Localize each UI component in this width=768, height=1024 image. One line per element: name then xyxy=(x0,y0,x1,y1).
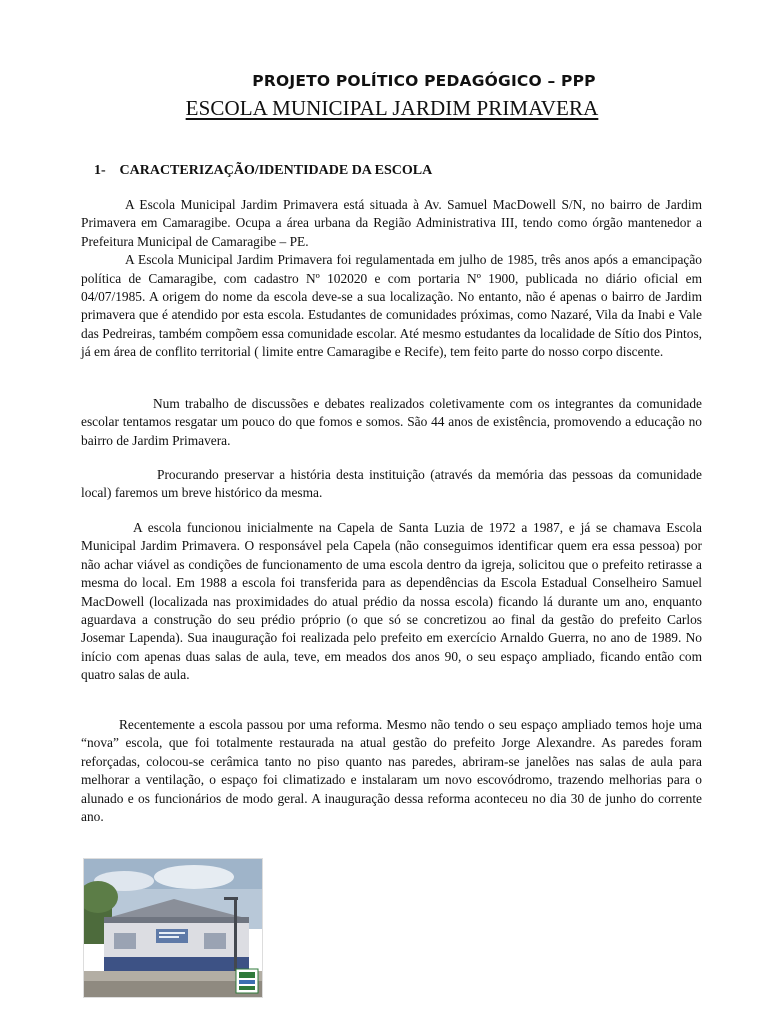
paragraph-group-intro xyxy=(81,196,702,362)
paragraph-origins: A escola funcionou inicialmente na Capela de Santa Luzia de 1972 a 1987, e já se chamava Escola Municipal Jardim Primavera. O responsável pela Capela (não conseguimos identificar quem era essa pessoa) por não achar viável as condições de funcionamento de uma escola dentro da igreja, solicitou que o prefeito retirasse a mesma do local. Em 1988 a escola foi transferida para as dependências da Escola Estadual Conselheiro Samuel MacDowell (localizada nas proximidades do atual prédio da nossa escola) ficando lá durante um ano, enquanto aguardava a construção do seu prédio próprio (o que só se concretizou ao final da gestão do prefeito Carlos Josemar Lapenda). Sua inauguração foi realizada pelo prefeito em exercício Arnaldo Guerra, no ano de 1989. No início com apenas duas salas de aula, teve, em meados dos anos 90, o seu espaço ampliado, ficando então com quatro salas de aula. xyxy=(81,520,702,683)
school-building-photo xyxy=(83,858,263,998)
paragraph-group-origins xyxy=(81,519,702,685)
school-building-image xyxy=(84,859,262,997)
paragraph-discussion: Num trabalho de discussões e debates realizados coletivamente com os integrantes da comunidade escolar tentamos resgatar um pouco do que fomos e somos. São 44 anos de existência, promovendo a educação no bairro de Jardim Primavera. xyxy=(81,396,702,448)
school-name-title: ESCOLA MUNICIPAL JARDIM PRIMAVERA xyxy=(185,96,599,120)
project-title: PROJETO POLÍTICO PEDAGÓGICO – PPP xyxy=(252,72,596,90)
paragraph-group-reform xyxy=(81,716,702,826)
paragraph-group-discussion xyxy=(81,395,702,450)
section-heading xyxy=(94,163,432,179)
paragraph-location: A Escola Municipal Jardim Primavera está situada à Av. Samuel MacDowell S/N, no bairro de Jardim Primavera em Camaragibe. Ocupa a área urbana da Região Administrativa III, tendo como órgão mantenedor a Prefeitura Municipal de Camaragibe – PE. xyxy=(81,197,702,249)
paragraph-reform: Recentemente a escola passou por uma reforma. Mesmo não tendo o seu espaço ampliado temos hoje uma “nova” escola, que foi totalmente restaurada na atual gestão do prefeito Jorge Alexandre. As paredes foram reforçadas, colocou-se cerâmica tanto no piso quanto nas paredes, abriram-se janelões nas salas de aula para melhorar a ventilação, o espaço foi climatizado e instalaram um novo escovódromo, trazendo melhorias para o alunado e os funcionários de modo geral. A inauguração dessa reforma aconteceu no dia 30 de junho do corrente ano. xyxy=(81,717,702,825)
paragraph-group-preserve xyxy=(81,466,702,503)
paragraph-history: A Escola Municipal Jardim Primavera foi regulamentada em julho de 1985, três anos após a emancipação política de Camaragibe, com cadastro Nº 102020 e com portaria Nº 1900, publicada no diário oficial em 04/07/1985. A origem do nome da escola deve-se a sua localização. No entanto, não é apenas o bairro de Jardim primavera que é atendido por esta escola. Estudantes de comunidades próximas, como Nazaré, Vila da Inabi e Vale das Pedreiras, também compõem essa comunidade escolar. Até mesmo estudantes da localidade de Sítio dos Pintos, já em área de conflito territorial ( limite entre Camaragibe e Recife), tem feito parte do nosso corpo discente. xyxy=(81,252,702,360)
section-title: CARACTERIZAÇÃO/IDENTIDADE DA ESCOLA xyxy=(119,163,433,178)
section-number: 1- xyxy=(94,163,106,178)
paragraph-preserve: Procurando preservar a história desta instituição (através da memória das pessoas da comunidade local) faremos um breve histórico da mesma. xyxy=(81,467,702,501)
